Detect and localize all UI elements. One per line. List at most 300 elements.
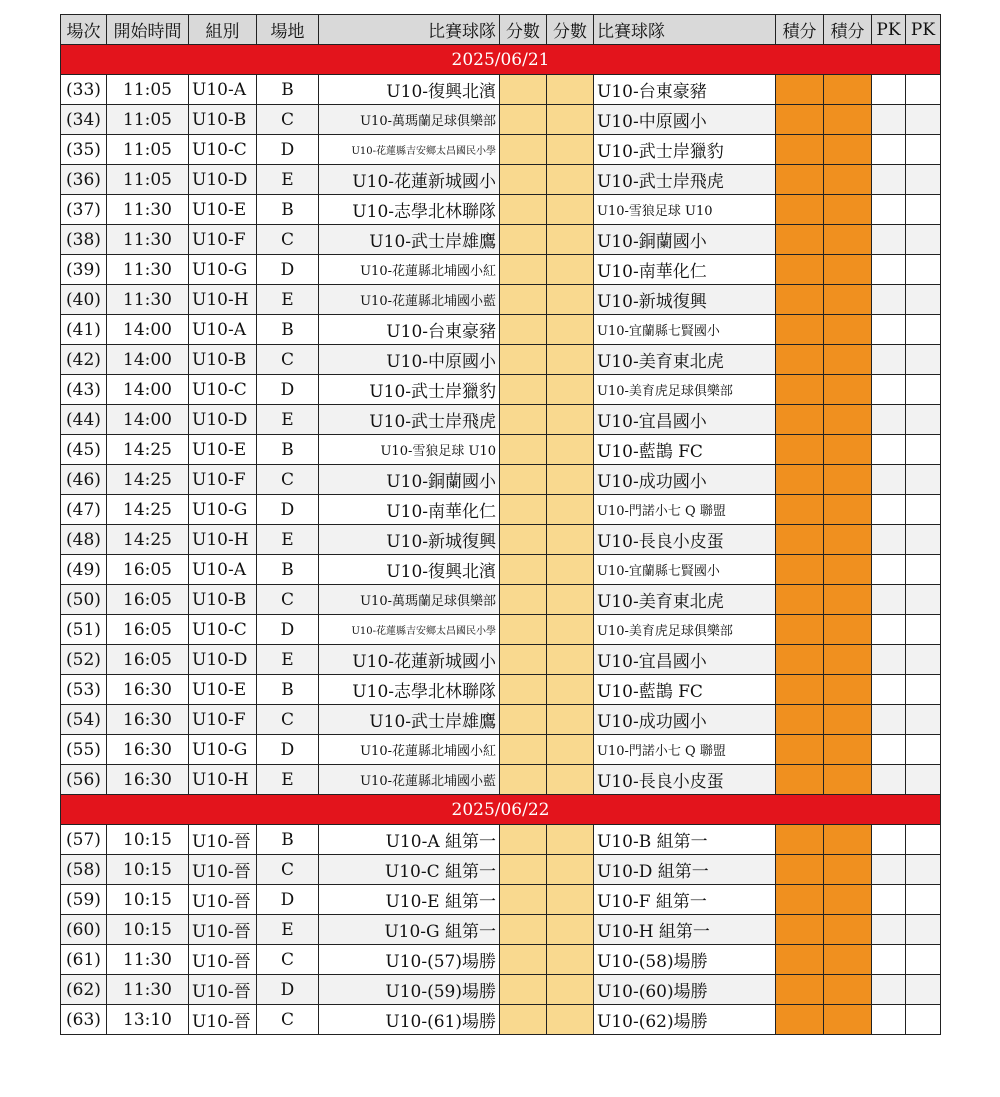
points-away-cell: [824, 135, 872, 165]
score-away-cell: [547, 675, 594, 705]
pk-home-cell: [872, 555, 906, 585]
match-no: (59): [61, 885, 107, 915]
team-home: U10-武士岸雄鷹: [319, 225, 500, 255]
group: U10-F: [189, 705, 257, 735]
points-away-cell: [824, 585, 872, 615]
table-row: [61, 375, 941, 405]
pk-away-cell: [906, 945, 941, 975]
points-away-cell: [824, 885, 872, 915]
points-away-cell: [824, 1005, 872, 1035]
table-row: [61, 825, 941, 855]
score-away-cell: [547, 735, 594, 765]
start-time: 11:30: [107, 225, 189, 255]
score-home-cell: [500, 945, 547, 975]
match-no: (33): [61, 75, 107, 105]
table-row: [61, 225, 941, 255]
pk-away-cell: [906, 285, 941, 315]
score-away-cell: [547, 135, 594, 165]
field: D: [257, 375, 319, 405]
start-time: 14:00: [107, 405, 189, 435]
team-away: U10-門諾小七 Q 聯盟: [594, 735, 776, 765]
points-away-cell: [824, 945, 872, 975]
points-home-cell: [776, 735, 824, 765]
points-away-cell: [824, 465, 872, 495]
start-time: 14:25: [107, 525, 189, 555]
score-away-cell: [547, 345, 594, 375]
score-away-cell: [547, 525, 594, 555]
date-label: 2025/06/22: [61, 795, 941, 825]
score-home-cell: [500, 195, 547, 225]
start-time: 11:30: [107, 255, 189, 285]
score-home-cell: [500, 345, 547, 375]
match-no: (52): [61, 645, 107, 675]
start-time: 10:15: [107, 825, 189, 855]
group: U10-晉: [189, 885, 257, 915]
pk-home-cell: [872, 435, 906, 465]
table-row: [61, 705, 941, 735]
points-away-cell: [824, 765, 872, 795]
pk-home-cell: [872, 135, 906, 165]
pk-away-cell: [906, 225, 941, 255]
start-time: 14:00: [107, 315, 189, 345]
start-time: 14:25: [107, 495, 189, 525]
team-away: U10-成功國小: [594, 705, 776, 735]
group: U10-C: [189, 375, 257, 405]
points-home-cell: [776, 285, 824, 315]
score-home-cell: [500, 135, 547, 165]
team-away: U10-門諾小七 Q 聯盟: [594, 495, 776, 525]
team-away: U10-美育虎足球俱樂部: [594, 375, 776, 405]
group: U10-晉: [189, 855, 257, 885]
points-away-cell: [824, 435, 872, 465]
header-field: 場地: [257, 15, 319, 45]
points-away-cell: [824, 375, 872, 405]
date-row: [61, 795, 941, 825]
points-home-cell: [776, 405, 824, 435]
points-away-cell: [824, 735, 872, 765]
points-away-cell: [824, 525, 872, 555]
pk-away-cell: [906, 555, 941, 585]
points-away-cell: [824, 105, 872, 135]
group: U10-D: [189, 405, 257, 435]
start-time: 11:05: [107, 165, 189, 195]
start-time: 13:10: [107, 1005, 189, 1035]
score-away-cell: [547, 915, 594, 945]
table-row: [61, 915, 941, 945]
score-home-cell: [500, 765, 547, 795]
score-away-cell: [547, 495, 594, 525]
match-no: (47): [61, 495, 107, 525]
start-time: 16:05: [107, 555, 189, 585]
field: C: [257, 945, 319, 975]
pk-away-cell: [906, 825, 941, 855]
pk-home-cell: [872, 315, 906, 345]
score-home-cell: [500, 825, 547, 855]
team-away: U10-(58)場勝: [594, 945, 776, 975]
field: B: [257, 825, 319, 855]
field: D: [257, 255, 319, 285]
score-away-cell: [547, 165, 594, 195]
match-no: (55): [61, 735, 107, 765]
team-home: U10-(59)場勝: [319, 975, 500, 1005]
pk-home-cell: [872, 885, 906, 915]
team-away: U10-美育東北虎: [594, 345, 776, 375]
points-home-cell: [776, 615, 824, 645]
pk-away-cell: [906, 495, 941, 525]
start-time: 16:05: [107, 615, 189, 645]
pk-home-cell: [872, 285, 906, 315]
score-home-cell: [500, 585, 547, 615]
points-away-cell: [824, 255, 872, 285]
field: C: [257, 345, 319, 375]
field: B: [257, 75, 319, 105]
points-away-cell: [824, 555, 872, 585]
team-away: U10-美育虎足球俱樂部: [594, 615, 776, 645]
pk-away-cell: [906, 765, 941, 795]
score-home-cell: [500, 495, 547, 525]
pk-away-cell: [906, 675, 941, 705]
points-away-cell: [824, 75, 872, 105]
points-home-cell: [776, 645, 824, 675]
match-no: (63): [61, 1005, 107, 1035]
team-home: U10-花蓮縣吉安鄉太昌國民小學: [319, 135, 500, 165]
score-home-cell: [500, 225, 547, 255]
field: C: [257, 705, 319, 735]
match-no: (58): [61, 855, 107, 885]
score-home-cell: [500, 885, 547, 915]
pk-home-cell: [872, 705, 906, 735]
score-away-cell: [547, 705, 594, 735]
team-home: U10-花蓮縣吉安鄉太昌國民小學: [319, 615, 500, 645]
start-time: 14:00: [107, 345, 189, 375]
team-home: U10-武士岸飛虎: [319, 405, 500, 435]
header-team-away: 比賽球隊: [594, 15, 776, 45]
field: B: [257, 555, 319, 585]
table-row: [61, 615, 941, 645]
field: E: [257, 765, 319, 795]
match-no: (43): [61, 375, 107, 405]
score-away-cell: [547, 555, 594, 585]
pk-home-cell: [872, 945, 906, 975]
group: U10-E: [189, 195, 257, 225]
table-row: [61, 345, 941, 375]
score-away-cell: [547, 225, 594, 255]
field: E: [257, 645, 319, 675]
score-away-cell: [547, 855, 594, 885]
pk-home-cell: [872, 495, 906, 525]
group: U10-A: [189, 555, 257, 585]
pk-home-cell: [872, 825, 906, 855]
score-home-cell: [500, 975, 547, 1005]
points-away-cell: [824, 315, 872, 345]
team-home: U10-復興北濱: [319, 75, 500, 105]
team-home: U10-新城復興: [319, 525, 500, 555]
score-home-cell: [500, 855, 547, 885]
start-time: 16:05: [107, 645, 189, 675]
team-away: U10-美育東北虎: [594, 585, 776, 615]
team-away: U10-中原國小: [594, 105, 776, 135]
table-row: [61, 945, 941, 975]
field: B: [257, 315, 319, 345]
match-no: (62): [61, 975, 107, 1005]
start-time: 11:05: [107, 105, 189, 135]
start-time: 16:30: [107, 705, 189, 735]
pk-away-cell: [906, 1005, 941, 1035]
group: U10-C: [189, 615, 257, 645]
start-time: 10:15: [107, 855, 189, 885]
score-home-cell: [500, 915, 547, 945]
table-row: [61, 855, 941, 885]
team-away: U10-宜昌國小: [594, 405, 776, 435]
match-no: (50): [61, 585, 107, 615]
pk-away-cell: [906, 645, 941, 675]
team-away: U10-長良小皮蛋: [594, 525, 776, 555]
match-no: (38): [61, 225, 107, 255]
points-home-cell: [776, 165, 824, 195]
group: U10-E: [189, 675, 257, 705]
table-row: [61, 525, 941, 555]
points-home-cell: [776, 825, 824, 855]
match-no: (49): [61, 555, 107, 585]
team-home: U10-花蓮縣北埔國小紅: [319, 735, 500, 765]
pk-home-cell: [872, 255, 906, 285]
score-away-cell: [547, 255, 594, 285]
table-row: [61, 405, 941, 435]
match-no: (36): [61, 165, 107, 195]
points-home-cell: [776, 345, 824, 375]
pk-away-cell: [906, 75, 941, 105]
points-home-cell: [776, 375, 824, 405]
start-time: 14:25: [107, 435, 189, 465]
score-away-cell: [547, 285, 594, 315]
start-time: 11:05: [107, 135, 189, 165]
points-home-cell: [776, 435, 824, 465]
team-home: U10-E 組第一: [319, 885, 500, 915]
team-away: U10-(62)場勝: [594, 1005, 776, 1035]
team-away: U10-成功國小: [594, 465, 776, 495]
pk-home-cell: [872, 855, 906, 885]
score-home-cell: [500, 1005, 547, 1035]
pk-home-cell: [872, 645, 906, 675]
points-home-cell: [776, 555, 824, 585]
field: C: [257, 105, 319, 135]
pk-away-cell: [906, 975, 941, 1005]
date-label: 2025/06/21: [61, 45, 941, 75]
team-home: U10-台東豪豬: [319, 315, 500, 345]
field: C: [257, 585, 319, 615]
team-away: U10-雪狼足球 U10: [594, 195, 776, 225]
header-points-home: 積分: [776, 15, 824, 45]
table-row: [61, 885, 941, 915]
table-row: [61, 765, 941, 795]
score-away-cell: [547, 195, 594, 225]
field: D: [257, 735, 319, 765]
score-away-cell: [547, 585, 594, 615]
score-away-cell: [547, 765, 594, 795]
team-home: U10-(61)場勝: [319, 1005, 500, 1035]
group: U10-G: [189, 495, 257, 525]
score-home-cell: [500, 675, 547, 705]
field: D: [257, 615, 319, 645]
team-home: U10-花蓮縣北埔國小藍: [319, 285, 500, 315]
pk-home-cell: [872, 765, 906, 795]
table-row: [61, 435, 941, 465]
team-away: U10-F 組第一: [594, 885, 776, 915]
team-away: U10-H 組第一: [594, 915, 776, 945]
points-home-cell: [776, 585, 824, 615]
score-home-cell: [500, 75, 547, 105]
points-away-cell: [824, 405, 872, 435]
pk-home-cell: [872, 375, 906, 405]
team-home: U10-(57)場勝: [319, 945, 500, 975]
points-away-cell: [824, 495, 872, 525]
group: U10-D: [189, 645, 257, 675]
team-home: U10-武士岸雄鷹: [319, 705, 500, 735]
table-row: [61, 255, 941, 285]
points-away-cell: [824, 705, 872, 735]
pk-home-cell: [872, 195, 906, 225]
group: U10-G: [189, 255, 257, 285]
start-time: 16:30: [107, 735, 189, 765]
pk-away-cell: [906, 375, 941, 405]
start-time: 16:30: [107, 765, 189, 795]
pk-away-cell: [906, 585, 941, 615]
pk-home-cell: [872, 345, 906, 375]
score-home-cell: [500, 165, 547, 195]
score-home-cell: [500, 555, 547, 585]
score-home-cell: [500, 405, 547, 435]
score-home-cell: [500, 435, 547, 465]
field: B: [257, 435, 319, 465]
group: U10-A: [189, 75, 257, 105]
group: U10-晉: [189, 945, 257, 975]
pk-away-cell: [906, 885, 941, 915]
match-no: (40): [61, 285, 107, 315]
start-time: 11:30: [107, 195, 189, 225]
group: U10-A: [189, 315, 257, 345]
match-no: (51): [61, 615, 107, 645]
team-away: U10-B 組第一: [594, 825, 776, 855]
start-time: 10:15: [107, 915, 189, 945]
team-home: U10-花蓮新城國小: [319, 645, 500, 675]
score-away-cell: [547, 945, 594, 975]
field: E: [257, 405, 319, 435]
field: D: [257, 495, 319, 525]
field: D: [257, 135, 319, 165]
pk-home-cell: [872, 465, 906, 495]
points-home-cell: [776, 1005, 824, 1035]
match-no: (57): [61, 825, 107, 855]
table-row: [61, 75, 941, 105]
score-away-cell: [547, 825, 594, 855]
score-away-cell: [547, 1005, 594, 1035]
score-home-cell: [500, 615, 547, 645]
team-away: U10-台東豪豬: [594, 75, 776, 105]
team-away: U10-武士岸飛虎: [594, 165, 776, 195]
team-home: U10-G 組第一: [319, 915, 500, 945]
group: U10-G: [189, 735, 257, 765]
group: U10-晉: [189, 975, 257, 1005]
header-points-away: 積分: [824, 15, 872, 45]
field: C: [257, 225, 319, 255]
match-no: (53): [61, 675, 107, 705]
team-away: U10-武士岸獵豹: [594, 135, 776, 165]
field: B: [257, 195, 319, 225]
header-group: 組別: [189, 15, 257, 45]
points-home-cell: [776, 105, 824, 135]
group: U10-晉: [189, 915, 257, 945]
pk-away-cell: [906, 255, 941, 285]
team-away: U10-宜蘭縣七賢國小: [594, 555, 776, 585]
header-pk-home: PK: [872, 15, 906, 45]
score-away-cell: [547, 435, 594, 465]
pk-away-cell: [906, 345, 941, 375]
table-row: [61, 975, 941, 1005]
points-away-cell: [824, 975, 872, 1005]
team-home: U10-花蓮縣北埔國小藍: [319, 765, 500, 795]
team-away: U10-藍鵲 FC: [594, 435, 776, 465]
group: U10-D: [189, 165, 257, 195]
field: E: [257, 165, 319, 195]
pk-away-cell: [906, 915, 941, 945]
group: U10-H: [189, 525, 257, 555]
start-time: 11:30: [107, 945, 189, 975]
team-away: U10-(60)場勝: [594, 975, 776, 1005]
team-home: U10-花蓮縣北埔國小紅: [319, 255, 500, 285]
start-time: 16:05: [107, 585, 189, 615]
points-home-cell: [776, 465, 824, 495]
pk-home-cell: [872, 615, 906, 645]
pk-away-cell: [906, 195, 941, 225]
score-home-cell: [500, 735, 547, 765]
team-away: U10-南華化仁: [594, 255, 776, 285]
table-row: [61, 675, 941, 705]
group: U10-H: [189, 285, 257, 315]
score-home-cell: [500, 105, 547, 135]
points-away-cell: [824, 675, 872, 705]
match-no: (35): [61, 135, 107, 165]
table-row: [61, 285, 941, 315]
pk-away-cell: [906, 405, 941, 435]
group: U10-E: [189, 435, 257, 465]
pk-home-cell: [872, 675, 906, 705]
points-away-cell: [824, 225, 872, 255]
group: U10-B: [189, 105, 257, 135]
pk-home-cell: [872, 585, 906, 615]
field: E: [257, 525, 319, 555]
score-home-cell: [500, 465, 547, 495]
score-away-cell: [547, 405, 594, 435]
table-row: [61, 465, 941, 495]
team-away: U10-長良小皮蛋: [594, 765, 776, 795]
points-home-cell: [776, 765, 824, 795]
team-home: U10-中原國小: [319, 345, 500, 375]
points-home-cell: [776, 525, 824, 555]
field: D: [257, 885, 319, 915]
score-away-cell: [547, 375, 594, 405]
field: C: [257, 855, 319, 885]
match-no: (46): [61, 465, 107, 495]
table-row: [61, 645, 941, 675]
pk-home-cell: [872, 915, 906, 945]
points-home-cell: [776, 195, 824, 225]
start-time: 14:00: [107, 375, 189, 405]
table-row: [61, 105, 941, 135]
pk-away-cell: [906, 165, 941, 195]
team-away: U10-藍鵲 FC: [594, 675, 776, 705]
match-no: (56): [61, 765, 107, 795]
score-away-cell: [547, 645, 594, 675]
